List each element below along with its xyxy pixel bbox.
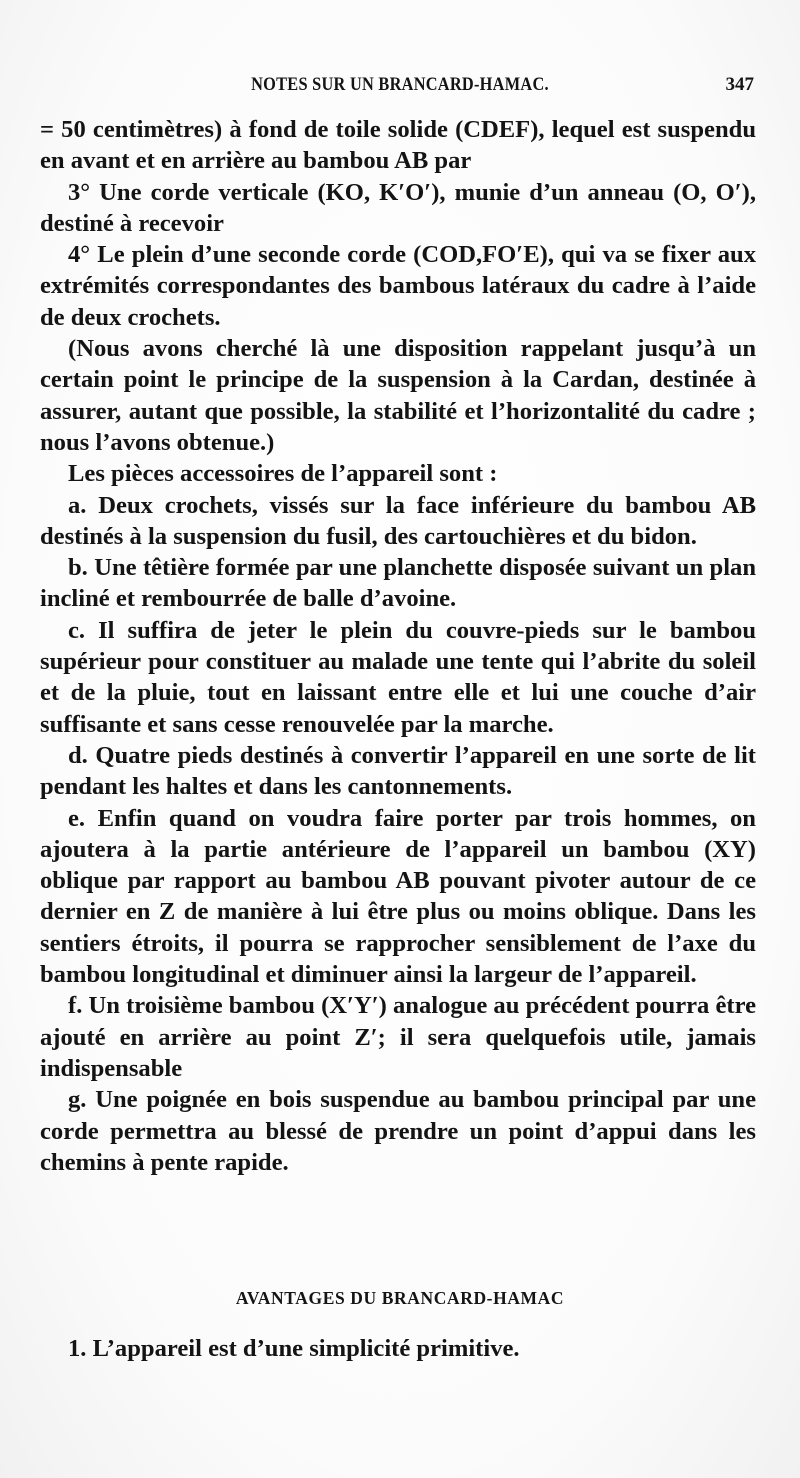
paragraph: d. Quatre pieds destinés à convertir l’appareil en une sorte de lit pendant les haltes et dans les cantonnements. (40, 741, 756, 801)
page-number: 347 (725, 74, 754, 95)
body-text (40, 114, 756, 1178)
paragraph: b. Une têtière formée par une planchette disposée suivant un plan incliné et rembourrée de balle d’avoine. (40, 554, 756, 613)
paragraph: 4° Le plein d’une seconde corde (COD,FO′E), qui va se fixer aux extrémités correspondantes des bambous latéraux du cadre à l’aide de deux crochets. (40, 241, 756, 331)
paragraph: f. Un troisième bambou (X′Y′) analogue au précédent pourra être ajouté en arrière au point Z′; il sera quelquefois utile, jamais indispensable (40, 992, 756, 1082)
running-head (0, 74, 800, 100)
paragraph: a. Deux crochets, vissés sur la face inférieure du bambou AB destinés à la suspension du fusil, des cartouchières et du bidon. (40, 491, 756, 550)
paragraph: c. Il suffira de jeter le plein du couvre-pieds sur le bambou supérieur pour constituer au malade une tente qui l’abrite du soleil et de la pluie, tout en laissant entre elle et lui une couche d’air suffisante et sans cesse renouvelée par la marche. (40, 616, 756, 738)
paragraph: 3° Une corde verticale (KO, K′O′), munie d’un anneau (O, O′), destiné à recevoir (40, 178, 756, 237)
paragraph: e. Enfin quand on voudra faire porter par trois hommes, on ajoutera à la partie antérieure de l’appareil un bambou (XY) oblique par rapport au bambou AB pouvant pivoter autour de ce dernier en Z de manière à lui être plus ou moins oblique. Dans les sentiers étroits, il pourra se rapprocher sensiblement de l’axe du bambou longitudinal et diminuer ainsi la largeur de l’appareil. (40, 804, 756, 989)
advantage-item: 1. L’appareil est d’une simplicité primitive. (68, 1335, 520, 1362)
paragraph: Les pièces accessoires de l’appareil sont : (68, 460, 498, 488)
paragraph: (Nous avons cherché là une disposition rappelant jusqu’à un certain point le principe de la suspension à la Cardan, destinée à assurer, autant que possible, la stabilité et l’horizontalité du cadre ; nous l’avons obtenue.) (40, 335, 756, 456)
section-heading: AVANTAGES DU BRANCARD-HAMAC (235, 1288, 565, 1308)
running-title: NOTES SUR UN BRANCARD-HAMAC. (251, 74, 549, 95)
paragraph: g. Une poignée en bois suspendue au bambou principal par une corde permettra au blessé de prendre un point d’appui dans les chemins à pente rapide. (40, 1086, 756, 1176)
paragraph: = 50 centimètres) à fond de toile solide (CDEF), lequel est suspendu en avant et en arrière au bambou AB par (40, 116, 756, 175)
